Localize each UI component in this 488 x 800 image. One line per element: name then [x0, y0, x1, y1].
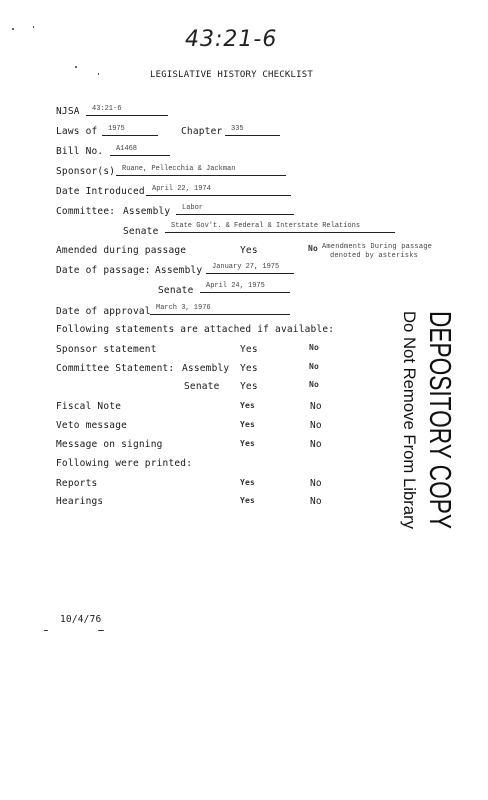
following-attached-heading: Following statements are attached if available: [56, 324, 335, 335]
committee-assembly-label: Assembly [123, 206, 171, 217]
hearings-no: No [310, 496, 322, 507]
message-signing-yes: Yes [240, 439, 256, 448]
sponsor-statement-no: No [309, 343, 320, 352]
depository-copy-stamp [400, 305, 470, 535]
reports-label: Reports [56, 478, 98, 489]
veto-message-no: No [310, 420, 322, 431]
scan-speck [98, 630, 104, 631]
amended-yes: Yes [240, 245, 258, 256]
laws-of-label: Laws of [56, 126, 98, 137]
scan-speck [12, 28, 14, 30]
date-introduced-value: April 22, 1974 [146, 184, 291, 196]
chapter-value: 335 [225, 124, 280, 136]
fiscal-note-yes: Yes [240, 401, 256, 410]
scan-speck [98, 73, 99, 75]
sponsors-value: Ruane, Pellecchia & Jackman [116, 164, 286, 176]
chapter-label: Chapter [181, 126, 223, 137]
committee-statement-senate-yes: Yes [240, 381, 258, 392]
njsa-label: NJSA [56, 106, 80, 117]
scan-speck [33, 26, 34, 28]
stamp-line-1: DEPOSITORY COPY [423, 311, 458, 535]
laws-of-value: 1975 [102, 124, 158, 136]
veto-message-yes: Yes [240, 420, 256, 429]
message-signing-no: No [310, 439, 322, 450]
reports-no: No [310, 478, 322, 489]
committee-senate-value: State Gov't. & Federal & Interstate Relations [165, 221, 395, 233]
page-title: LEGISLATIVE HISTORY CHECKLIST [150, 70, 313, 80]
committee-statement-assembly-no: No [309, 362, 320, 371]
fiscal-note-label: Fiscal Note [56, 401, 122, 412]
passage-senate-value: April 24, 1975 [200, 281, 290, 293]
depository-stamp-graphic [400, 305, 470, 535]
committee-senate-label: Senate [123, 226, 159, 237]
passage-senate-label: Senate [158, 285, 194, 296]
sponsor-statement-yes: Yes [240, 344, 258, 355]
committee-label: Committee: [56, 206, 116, 217]
approval-label: Date of approval [56, 306, 151, 317]
amended-note-line2: denoted by asterisks [330, 252, 419, 260]
scan-speck [75, 66, 77, 68]
amended-note-line1: Amendments During passage [322, 243, 433, 251]
committee-statement-assembly-label: Assembly [182, 363, 230, 374]
veto-message-label: Veto message [56, 420, 128, 431]
approval-value: March 3, 1976 [150, 303, 290, 315]
footer-date: 10/4/76 [60, 614, 102, 625]
committee-statement-assembly-yes: Yes [240, 363, 258, 374]
following-printed-heading: Following were printed: [56, 458, 193, 469]
date-introduced-label: Date Introduced [56, 186, 145, 197]
sponsors-label: Sponsor(s) [56, 166, 116, 177]
bill-no-value: A1468 [110, 144, 170, 156]
committee-assembly-value: Labor [176, 203, 294, 215]
passage-label: Date of passage: [56, 265, 151, 276]
committee-statement-label: Committee Statement: [56, 363, 175, 374]
committee-statement-senate-label: Senate [184, 381, 220, 392]
stamp-line-2: Do Not Remove From Library [400, 311, 419, 534]
passage-assembly-label: Assembly [155, 265, 203, 276]
amended-no: No [308, 244, 319, 253]
sponsor-statement-label: Sponsor statement [56, 344, 157, 355]
hearings-yes: Yes [240, 496, 256, 505]
passage-assembly-value: January 27, 1975 [206, 262, 294, 274]
hearings-label: Hearings [56, 496, 104, 507]
amended-label: Amended during passage [56, 245, 187, 256]
njsa-value: 43:21-6 [86, 104, 168, 116]
scan-speck [44, 630, 48, 631]
reports-yes: Yes [240, 478, 256, 487]
committee-statement-senate-no: No [309, 380, 320, 389]
handwritten-statute-number: 43:21-6 [185, 27, 278, 52]
fiscal-note-no: No [310, 401, 322, 412]
bill-no-label: Bill No. [56, 146, 104, 157]
message-signing-label: Message on signing [56, 439, 163, 450]
